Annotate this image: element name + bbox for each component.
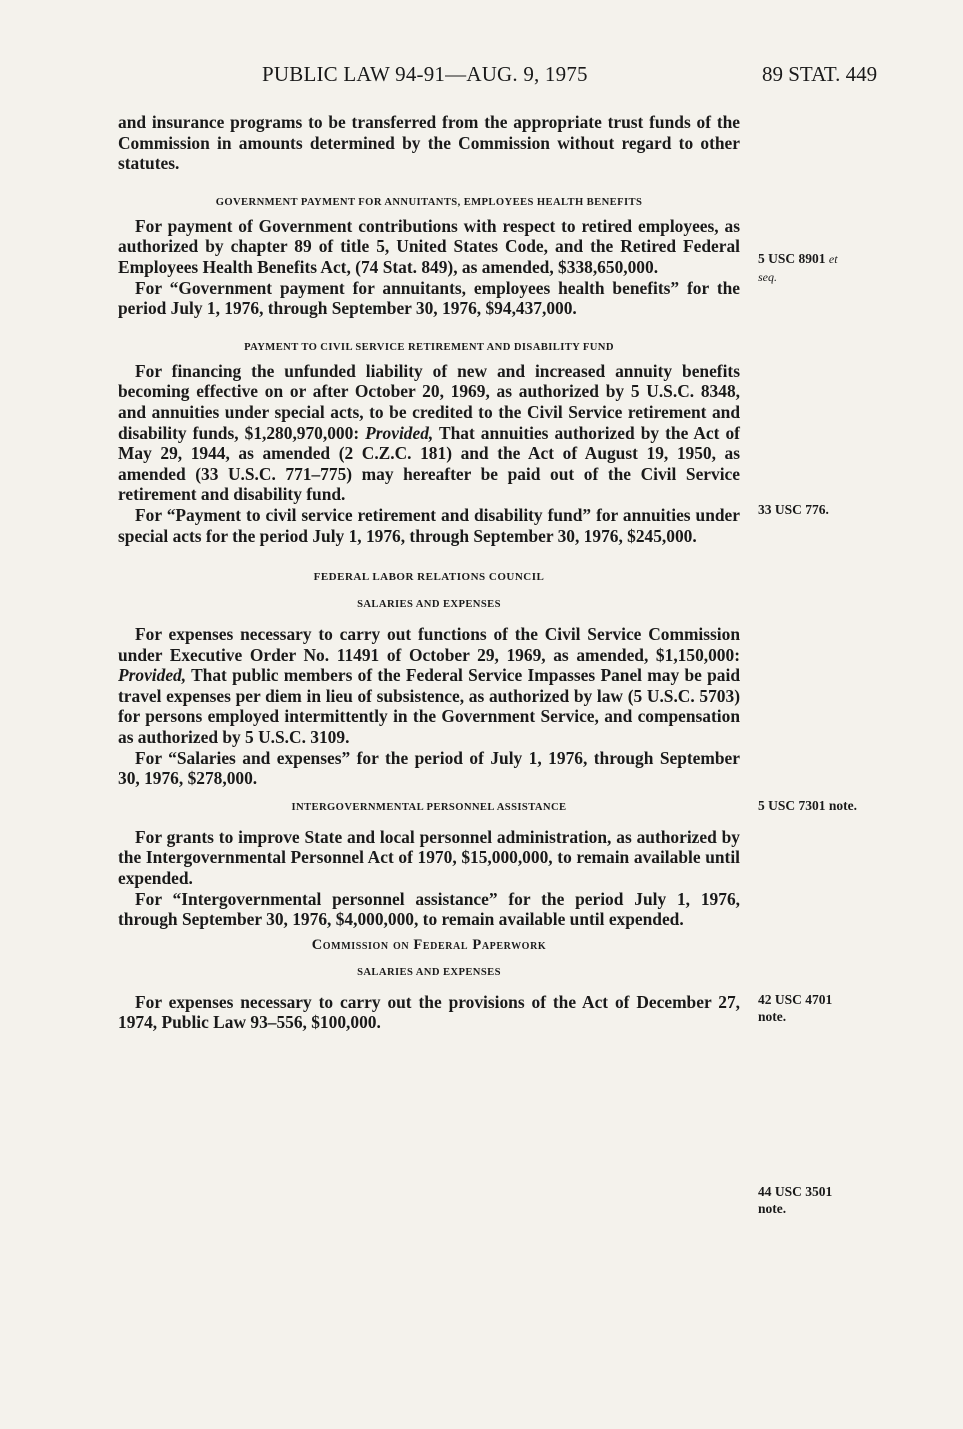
- paragraph-retirement-fund-1: [118, 361, 740, 505]
- margin-note-et: et: [828, 252, 838, 266]
- paragraph-intergovernmental-1: For grants to improve State and local personnel administration, as authorized by the Intergovernmental Personnel Act of 1970, $15,000,000, to remain available until expended.: [118, 826, 740, 889]
- agency-heading-flrc: FEDERAL LABOR RELATIONS COUNCIL: [313, 571, 545, 584]
- margin-note-44-usc-3501: [758, 1183, 888, 1217]
- section-heading-annuitants: GOVERNMENT PAYMENT FOR ANNUITANTS, EMPLOYEES HEALTH BENEFITS: [215, 196, 643, 208]
- margin-note-seq: seq.: [758, 270, 777, 284]
- section-heading-intergovernmental: INTERGOVERNMENTAL PERSONNEL ASSISTANCE: [291, 801, 567, 813]
- paragraph-flrc-2: For “Salaries and expenses” for the period of July 1, 1976, through September 30, 1976, $278,000.: [118, 747, 740, 789]
- agency-heading-paperwork: Commission on Federal Paperwork: [311, 936, 547, 953]
- margin-note-33-usc-776: 33 USC 776.: [758, 502, 829, 517]
- body-text: [118, 112, 740, 1033]
- section-heading-retirement-fund: PAYMENT TO CIVIL SERVICE RETIREMENT AND DISABILITY FUND: [244, 341, 614, 353]
- paragraph-flrc-1: [118, 624, 740, 748]
- paragraph-paperwork-1: For expenses necessary to carry out the provisions of the Act of December 27, 1974, Public Law 93–556, $100,000.: [118, 991, 740, 1033]
- margin-note-42-usc-4701: [758, 991, 888, 1025]
- paragraph-annuitants-1: For payment of Government contributions with respect to retired employees, as authorized by chapter 89 of title 5, United States Code, and the Retired Federal Employees Health Benefits Act, (74 Stat. 849), as amended, $338,650,000.: [118, 215, 740, 277]
- section-heading-flrc-salaries: SALARIES AND EXPENSES: [357, 599, 501, 611]
- provided-proviso: Provided,: [118, 665, 187, 686]
- section-heading-paperwork-salaries: SALARIES AND EXPENSES: [357, 966, 501, 978]
- margin-note-5-usc-7301: 5 USC 7301 note.: [758, 798, 858, 813]
- intro-paragraph: and insurance programs to be transferred from the appropriate trust funds of the Commission in amounts determined by the Commission without regard to other statutes.: [118, 112, 740, 174]
- running-head: [0, 62, 963, 92]
- running-head-title: PUBLIC LAW 94-91—AUG. 9, 1975: [262, 62, 588, 86]
- margin-note-44-usc-3501-note: note.: [758, 1201, 787, 1216]
- paragraph-annuitants-2: For “Government payment for annuitants, employees health benefits” for the period July 1, 1976, through September 30, 1976, $94,437,000.: [118, 277, 740, 319]
- paragraph-intergovernmental-2: For “Intergovernmental personnel assistance” for the period July 1, 1976, through September 30, 1976, $4,000,000, to remain available until expended.: [118, 888, 740, 930]
- margin-note-5-usc-8901-main: 5 USC 8901: [758, 251, 826, 266]
- page-number: 89 STAT. 449: [762, 62, 878, 86]
- flrc-text-a: For expenses necessary to carry out functions of the Civil Service Commission under Executive Order No. 11491 of October 29, 1969, as amended, $1,150,000:: [118, 624, 740, 665]
- provided-proviso: Provided,: [365, 422, 434, 443]
- margin-note-42-usc-4701-note: note.: [758, 1009, 787, 1024]
- margin-note-42-usc-4701-main: 42 USC 4701: [758, 992, 833, 1007]
- flrc-text-b: That public members of the Federal Service Impasses Panel may be paid travel expenses per diem in lieu of subsistence, as authorized by law (5 U.S.C. 5703) for persons employed intermittently in the Government Service, and compensation as authorized by 5 U.S.C. 3109.: [118, 665, 740, 748]
- retirement-fund-text-a: For financing the unfunded liability of new and increased annuity benefits becoming effective on or after October 20, 1969, as authorized by 5 U.S.C. 8348, and annuities under special acts, to be credited to the Civil Service retirement and disability funds, $1,280,970,000:: [118, 360, 740, 443]
- margin-note-44-usc-3501-main: 44 USC 3501: [758, 1184, 833, 1199]
- retirement-fund-text-b: That annuities authorized by the Act of May 29, 1944, as amended (2 C.Z.C. 181) and the Act of August 19, 1950, as amended (33 U.S.C. 771–775) may hereafter be paid out of the Civil Service retirement and disability fund.: [118, 422, 740, 505]
- margin-note-5-usc-8901: [758, 250, 888, 286]
- paragraph-retirement-fund-2: For “Payment to civil service retirement and disability fund” for annuities under special acts for the period July 1, 1976, through September 30, 1976, $245,000.: [118, 504, 740, 546]
